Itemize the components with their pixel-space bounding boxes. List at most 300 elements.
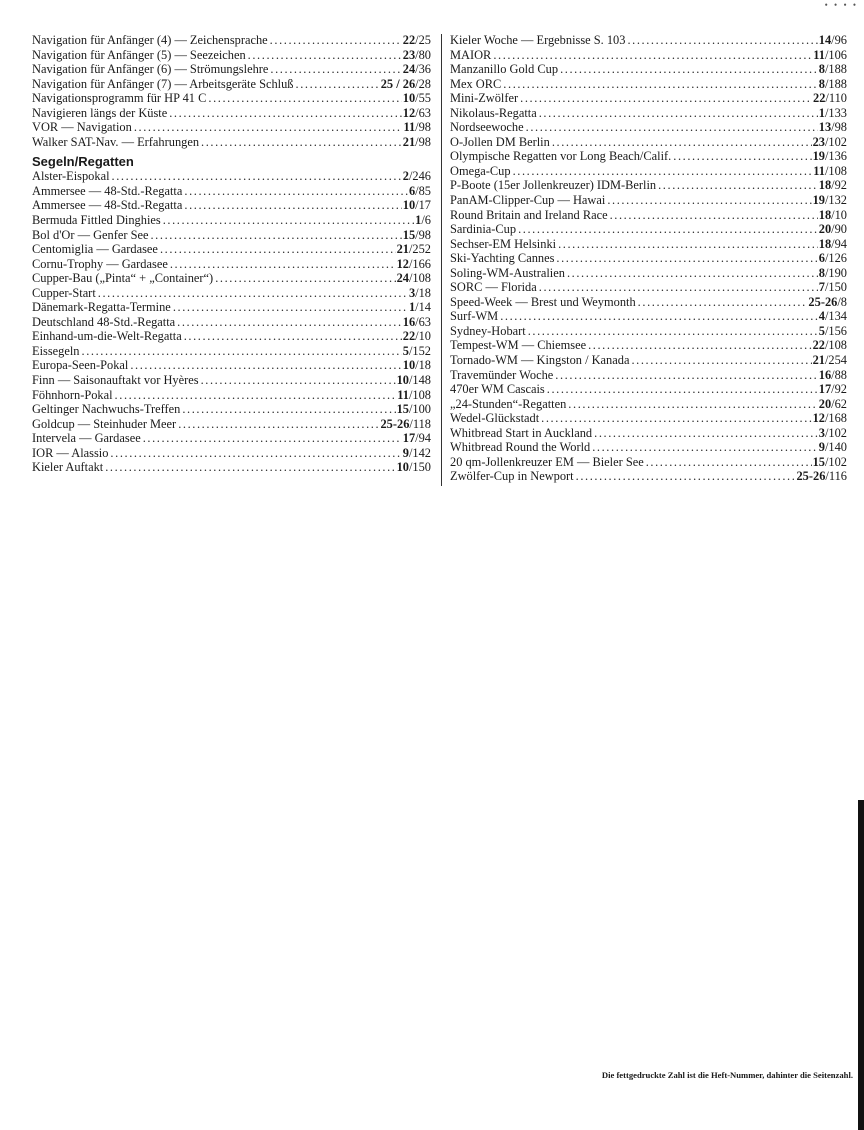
entry-title: Sydney-Hobart — [450, 323, 526, 338]
entry-title: Finn — Saisonauftakt vor Hyères — [32, 373, 199, 388]
entry-reference: 12/63 — [402, 105, 431, 120]
index-entry — [32, 135, 431, 150]
index-entry — [450, 426, 847, 441]
index-entry — [32, 48, 431, 63]
page-number: 188 — [828, 62, 847, 77]
entry-reference: 25-26/8 — [808, 294, 847, 309]
entry-reference: 25-26/118 — [380, 416, 431, 431]
dot-leader — [568, 397, 817, 412]
issue-number: 25-26 — [808, 294, 838, 309]
entry-reference: 20/90 — [818, 222, 847, 237]
issue-number: 10 — [402, 198, 416, 213]
page-number: 8 — [840, 294, 847, 309]
index-entry — [450, 208, 847, 223]
issue-number: 7 — [818, 280, 825, 295]
entry-title: Soling-WM-Australien — [450, 265, 565, 280]
dot-leader — [169, 106, 402, 121]
entry-reference: 16/63 — [402, 314, 431, 329]
page-number: 108 — [828, 163, 847, 178]
index-entry — [450, 353, 847, 368]
entry-reference: 8/188 — [818, 76, 847, 91]
index-entry — [450, 77, 847, 92]
issue-number: 19 — [812, 149, 825, 164]
issue-number: 24 — [402, 62, 416, 77]
page-number: 17 — [418, 198, 431, 213]
page-number: 168 — [828, 411, 847, 426]
dot-leader — [588, 338, 811, 353]
entry-title: Kieler Auftakt — [32, 460, 104, 475]
issue-number: 4 — [818, 309, 825, 324]
page-number: 14 — [418, 300, 431, 315]
index-entry — [450, 324, 847, 339]
issue-number: 14 — [818, 33, 832, 47]
issue-number: 9 — [402, 445, 409, 460]
page-number: 98 — [418, 227, 431, 242]
entry-reference: 21/252 — [396, 242, 431, 257]
dot-leader — [296, 77, 380, 92]
dot-leader — [513, 164, 813, 179]
entry-reference: 11/106 — [813, 47, 847, 62]
index-entry — [32, 446, 431, 461]
index-entry — [32, 184, 431, 199]
issue-number: 19 — [812, 193, 825, 208]
entry-reference: 11/108 — [397, 387, 431, 402]
issue-number: 11 — [813, 163, 825, 178]
index-entry — [32, 271, 431, 286]
page-number: 110 — [828, 91, 847, 106]
dot-leader — [270, 62, 401, 77]
page-number: 148 — [412, 373, 431, 388]
index-entry — [32, 344, 431, 359]
index-entry — [450, 120, 847, 135]
index-entry — [32, 242, 431, 257]
dot-leader — [594, 426, 818, 441]
entry-title: P-Boote (15er Jollenkreuzer) IDM-Berlin — [450, 178, 657, 193]
page-number: 55 — [418, 91, 431, 106]
entry-reference: 15/98 — [402, 227, 431, 242]
dot-leader — [208, 91, 401, 106]
entry-reference: 18/10 — [818, 207, 847, 222]
dot-leader — [170, 257, 396, 272]
entry-title: Mini-Zwölfer — [450, 91, 519, 106]
entry-reference: 9/142 — [402, 445, 431, 460]
regatta-entry-list — [32, 169, 431, 474]
entry-reference: 2/246 — [402, 169, 431, 184]
entry-reference: 5/156 — [818, 323, 847, 338]
page-number: 166 — [412, 256, 431, 271]
issue-number: 5 — [818, 323, 825, 338]
entry-title: Round Britain and Ireland Race — [450, 207, 608, 222]
dot-leader — [82, 344, 402, 359]
page-number: 28 — [418, 76, 431, 91]
entry-title: Nordseewoche — [450, 120, 524, 135]
issue-number: 21 — [402, 134, 416, 149]
entry-title: „24-Stunden“-Regatten — [450, 396, 567, 411]
navigation-entry-list — [32, 33, 431, 149]
dot-leader — [541, 411, 811, 426]
entry-reference: 3/102 — [818, 425, 847, 440]
issue-number: 22 — [402, 33, 416, 47]
index-entry — [32, 198, 431, 213]
page-number: 150 — [828, 280, 847, 295]
index-entry — [450, 193, 847, 208]
index-entry — [450, 382, 847, 397]
index-entry — [450, 106, 847, 121]
dot-leader — [520, 91, 812, 106]
page-number: 140 — [828, 440, 847, 455]
issue-number: 22 — [813, 91, 826, 106]
entry-title: Intervela — Gardasee — [32, 431, 141, 446]
entry-title: Bol d'Or — Genfer See — [32, 227, 149, 242]
entry-title: Geltinger Nachwuchs-Treffen — [32, 402, 181, 417]
entry-title: Whitbread Start in Auckland — [450, 425, 593, 440]
page-number: 254 — [828, 353, 847, 368]
entry-title: Goldcup — Steinhuder Meer — [32, 416, 177, 431]
issue-number: 10 — [396, 460, 409, 475]
dot-leader — [592, 440, 818, 455]
issue-number: 10 — [402, 91, 416, 106]
page-number: 106 — [828, 47, 847, 62]
page-number: 10 — [418, 329, 431, 344]
issue-number: 22 — [402, 329, 416, 344]
issue-number: 6 — [818, 251, 825, 266]
issue-number: 3 — [408, 285, 416, 300]
entry-title: Whitbread Round the World — [450, 440, 591, 455]
index-entry — [32, 169, 431, 184]
index-entry — [32, 315, 431, 330]
index-entry — [32, 77, 431, 92]
index-entry — [450, 397, 847, 412]
index-entry — [450, 135, 847, 150]
entry-reference: 17/92 — [818, 382, 847, 397]
entry-reference: 3/18 — [408, 285, 431, 300]
entry-reference: 10/148 — [396, 373, 431, 388]
entry-title: Tornado-WM — Kingston / Kanada — [450, 353, 630, 368]
entry-title: Ammersee — 48-Std.-Regatta — [32, 198, 183, 213]
index-entry — [32, 286, 431, 301]
entry-reference: 5/152 — [402, 343, 431, 358]
entry-reference: 18/94 — [818, 236, 847, 251]
dot-leader — [182, 402, 395, 417]
index-entry — [32, 402, 431, 417]
entry-title: Ammersee — 48-Std.-Regatta — [32, 183, 183, 198]
dot-leader — [493, 48, 812, 63]
dot-leader — [105, 460, 395, 475]
index-entry — [450, 280, 847, 295]
index-column-left — [32, 33, 431, 475]
entry-reference: 4/134 — [818, 309, 847, 324]
page-number: 80 — [418, 47, 431, 62]
page-edge-mark: • • • • — [824, 0, 858, 10]
dot-leader — [552, 135, 812, 150]
entry-title: Manzanillo Gold Cup — [450, 62, 559, 77]
entry-reference: 21/254 — [812, 353, 847, 368]
dot-leader — [627, 33, 817, 48]
dot-leader — [500, 309, 818, 324]
entry-reference: 15/100 — [396, 402, 431, 417]
dot-leader — [134, 120, 403, 135]
entry-title: Alster-Eispokal — [32, 169, 110, 184]
issue-number: 2 — [402, 169, 409, 184]
section-heading-segeln-regatten: Segeln/Regatten — [32, 154, 134, 170]
page-number: 18 — [418, 358, 431, 373]
index-column-right — [450, 33, 847, 484]
entry-title: Navigation für Anfänger (6) — Strömungslehre — [32, 62, 269, 77]
dot-leader — [673, 149, 811, 164]
issue-number: 8 — [818, 62, 825, 77]
page-number: 108 — [828, 338, 847, 353]
entry-reference: 25 / 26/28 — [380, 76, 431, 91]
page-number: 63 — [418, 314, 431, 329]
entry-title: PanAM-Clipper-Cup — Hawai — [450, 193, 606, 208]
entry-reference: 12/166 — [396, 256, 431, 271]
entry-reference: 10/17 — [402, 198, 431, 213]
index-entry — [32, 33, 431, 48]
page-number: 98 — [418, 134, 431, 149]
entry-title: Navigation für Anfänger (4) — Zeichensprache — [32, 33, 268, 47]
page-number: 188 — [828, 76, 847, 91]
page-number: 94 — [418, 431, 431, 446]
entry-reference: 14/96 — [818, 33, 847, 47]
dot-leader — [248, 48, 402, 63]
issue-number: 3 — [818, 425, 825, 440]
issue-number: 12 — [402, 105, 416, 120]
dot-leader — [184, 184, 408, 199]
page-number: 6 — [424, 213, 431, 228]
index-entry — [450, 91, 847, 106]
issue-number: 25-26 — [796, 469, 826, 484]
index-entry — [450, 266, 847, 281]
page-number: 88 — [834, 367, 847, 382]
page-number: 94 — [834, 236, 847, 251]
issue-number: 5 — [402, 343, 409, 358]
page-number: 98 — [834, 120, 847, 135]
issue-number: 1 — [408, 300, 416, 315]
dot-leader — [130, 358, 401, 373]
dot-leader — [98, 286, 408, 301]
page-number: 63 — [418, 105, 431, 120]
issue-number: 18 — [818, 178, 832, 193]
page-number: 190 — [828, 265, 847, 280]
page-number: 126 — [828, 251, 847, 266]
index-entry — [32, 431, 431, 446]
page-number: 36 — [418, 62, 431, 77]
index-entry — [450, 469, 847, 484]
entry-reference: 23/102 — [812, 134, 847, 149]
entry-reference: 16/88 — [818, 367, 847, 382]
entry-title: Cupper-Bau („Pinta“ + „Container“) — [32, 271, 214, 286]
dot-leader — [567, 266, 818, 281]
dot-leader — [658, 178, 818, 193]
entry-reference: 10/55 — [402, 91, 431, 106]
entry-title: Bermuda Fittled Dinghies — [32, 213, 161, 228]
index-entry — [32, 120, 431, 135]
entry-reference: 6/126 — [818, 251, 847, 266]
entry-reference: 22/108 — [812, 338, 847, 353]
entry-title: Cornu-Trophy — Gardasee — [32, 256, 168, 271]
issue-number: 25 / 26 — [380, 76, 416, 91]
page-number: 10 — [834, 207, 847, 222]
issue-number: 18 — [818, 236, 832, 251]
index-entry — [450, 368, 847, 383]
entry-title: Olympische Regatten vor Long Beach/Calif. — [450, 149, 672, 164]
page-number: 98 — [418, 120, 431, 135]
issue-number: 16 — [818, 367, 832, 382]
dot-leader — [539, 106, 818, 121]
entry-reference: 23/80 — [402, 47, 431, 62]
page-number: 136 — [828, 149, 847, 164]
entry-title: Omega-Cup — [450, 163, 511, 178]
page-number: 108 — [412, 271, 431, 286]
page-number: 116 — [828, 469, 847, 484]
page-number: 246 — [412, 169, 431, 184]
entry-reference: 24/36 — [402, 62, 431, 77]
entry-reference: 7/150 — [818, 280, 847, 295]
entry-reference: 15/102 — [812, 454, 847, 469]
index-entry — [450, 309, 847, 324]
page-number: 96 — [834, 33, 847, 47]
issue-number: 1 — [818, 105, 825, 120]
index-entry — [32, 300, 431, 315]
entry-title: Kieler Woche — Ergebnisse S. 103 — [450, 33, 626, 47]
entry-reference: 10/18 — [402, 358, 431, 373]
index-entry — [32, 358, 431, 373]
entry-reference: 24/108 — [396, 271, 431, 286]
dot-leader — [638, 295, 808, 310]
page-number: 18 — [418, 285, 431, 300]
index-entry — [450, 164, 847, 179]
entry-reference: 17/94 — [402, 431, 431, 446]
page-number: 156 — [828, 323, 847, 338]
page-number: 102 — [828, 134, 847, 149]
entry-reference: 13/98 — [818, 120, 847, 135]
issue-number: 12 — [396, 256, 409, 271]
issue-number: 21 — [812, 353, 825, 368]
issue-number: 10 — [402, 358, 416, 373]
entry-title: Eissegeln — [32, 343, 80, 358]
entry-reference: 10/150 — [396, 460, 431, 475]
entry-reference: 8/190 — [818, 265, 847, 280]
issue-number: 21 — [396, 242, 409, 257]
page-number: 25 — [418, 33, 431, 47]
issue-number: 22 — [812, 338, 825, 353]
dot-leader — [555, 368, 817, 383]
issue-number: 20 — [818, 222, 832, 237]
index-entry — [32, 106, 431, 121]
issue-number: 24 — [396, 271, 409, 286]
entry-title: Centomiglia — Gardasee — [32, 242, 158, 257]
entry-title: SORC — Florida — [450, 280, 537, 295]
entry-reference: 22/25 — [402, 33, 431, 47]
issue-number: 12 — [812, 411, 825, 426]
entry-title: Dänemark-Regatta-Termine — [32, 300, 171, 315]
entry-reference: 19/132 — [812, 193, 847, 208]
page-number: 118 — [412, 416, 431, 431]
dot-leader — [560, 62, 818, 77]
page-number: 142 — [412, 445, 431, 460]
index-entry — [450, 33, 847, 48]
issue-number: 25-26 — [380, 416, 410, 431]
page-number: 108 — [412, 387, 431, 402]
index-entry — [450, 222, 847, 237]
dot-leader — [607, 193, 811, 208]
entry-title: Cupper-Start — [32, 285, 96, 300]
dot-leader — [556, 251, 817, 266]
dot-leader — [631, 353, 811, 368]
index-entry — [450, 338, 847, 353]
entry-reference: 21/98 — [402, 134, 431, 149]
entry-reference: 22/110 — [813, 91, 847, 106]
page-number: 92 — [834, 382, 847, 397]
entry-reference: 8/188 — [818, 62, 847, 77]
issue-number: 8 — [818, 265, 825, 280]
issue-number: 6 — [408, 183, 416, 198]
entry-title: Navigieren längs der Küste — [32, 105, 168, 120]
entry-reference: 22/10 — [402, 329, 431, 344]
page-number: 100 — [412, 402, 431, 417]
dot-leader — [528, 324, 818, 339]
dot-leader — [558, 237, 818, 252]
page-number: 102 — [828, 454, 847, 469]
dot-leader — [503, 77, 817, 92]
page-number: 102 — [828, 425, 847, 440]
entry-title: Speed-Week — Brest und Weymonth — [450, 294, 636, 309]
index-entry — [450, 440, 847, 455]
entry-title: Walker SAT-Nav. — Erfahrungen — [32, 134, 200, 149]
dot-leader — [518, 222, 818, 237]
dot-leader — [178, 417, 379, 432]
entry-reference: 6/85 — [408, 183, 431, 198]
page-number: 85 — [418, 183, 431, 198]
issue-number: 18 — [818, 207, 832, 222]
index-entry — [32, 91, 431, 106]
dot-leader — [160, 242, 396, 257]
issue-number: 10 — [396, 373, 409, 388]
entry-reference: 1/133 — [818, 105, 847, 120]
dot-leader — [184, 198, 401, 213]
entry-title: 20 qm-Jollenkreuzer EM — Bieler See — [450, 454, 644, 469]
issue-number: 13 — [818, 120, 832, 135]
index-entry — [32, 62, 431, 77]
index-entry — [32, 373, 431, 388]
entry-reference: 9/140 — [818, 440, 847, 455]
entry-reference: 11/108 — [813, 163, 847, 178]
entry-title: Navigation für Anfänger (7) — Arbeitsgeräte Schluß — [32, 76, 294, 91]
dot-leader — [576, 469, 796, 484]
entry-title: Einhand-um-die-Welt-Regatta — [32, 329, 182, 344]
entry-title: Mex ORC — [450, 76, 502, 91]
page-number: 134 — [828, 309, 847, 324]
index-entry — [450, 62, 847, 77]
entry-title: O-Jollen DM Berlin — [450, 134, 550, 149]
right-entry-list — [450, 33, 847, 484]
issue-number: 23 — [402, 47, 416, 62]
issue-number: 11 — [397, 387, 409, 402]
issue-number: 17 — [402, 431, 416, 446]
issue-number: 20 — [818, 396, 832, 411]
dot-leader — [646, 455, 812, 470]
dot-leader — [150, 228, 401, 243]
page-number: 150 — [412, 460, 431, 475]
issue-number: 15 — [402, 227, 416, 242]
page-number: 132 — [828, 193, 847, 208]
page-edge-shadow — [858, 800, 864, 1130]
issue-number: 11 — [813, 47, 825, 62]
dot-leader — [115, 388, 397, 403]
entry-reference: 11/98 — [403, 120, 431, 135]
index-entry — [32, 329, 431, 344]
page-number: 252 — [412, 242, 431, 257]
